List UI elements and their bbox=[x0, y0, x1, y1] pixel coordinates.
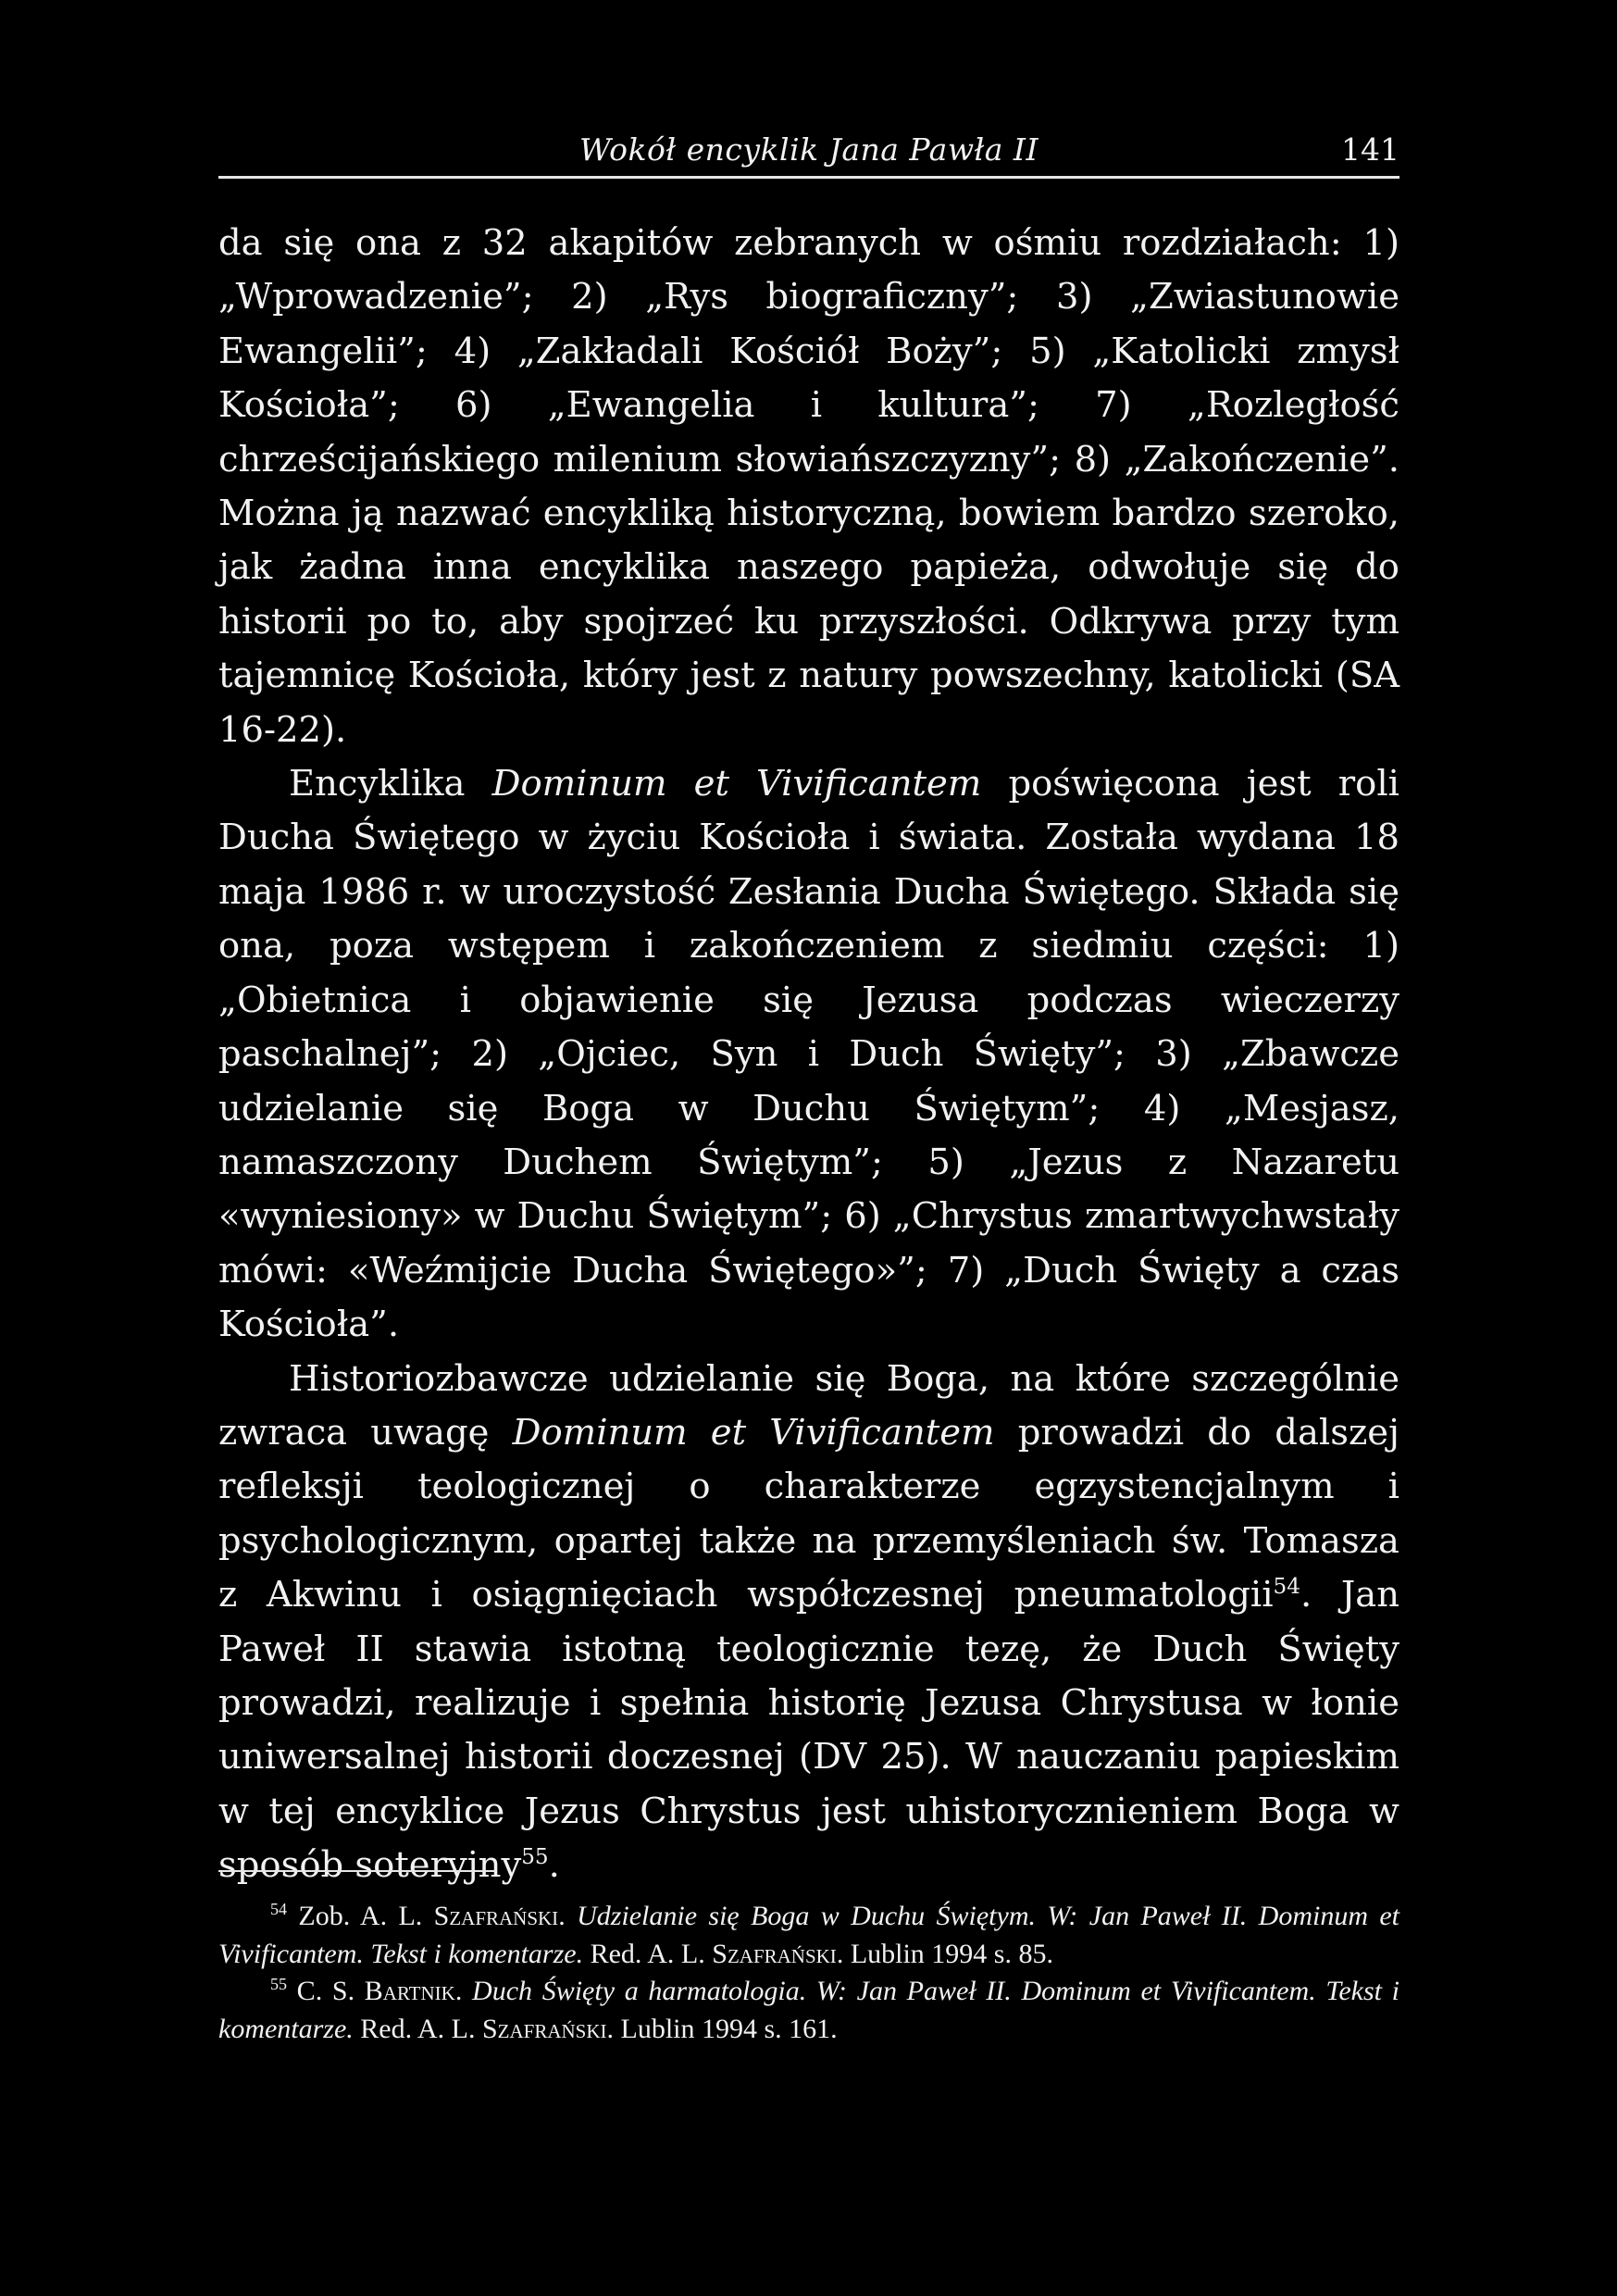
footnote-text: Zob. A. L. bbox=[287, 1901, 434, 1931]
footnote-editor: Szafrański bbox=[712, 1938, 837, 1969]
footnote-text: . Lublin 1994 s. 85. bbox=[836, 1938, 1053, 1969]
paragraph-2-text-a: Encyklika bbox=[289, 763, 492, 805]
footnote-number: 55 bbox=[270, 1975, 287, 1993]
encyclical-title: Dominum et Vivificantem bbox=[491, 763, 982, 805]
footnote-divider bbox=[218, 1870, 496, 1872]
footnote-number: 54 bbox=[270, 1900, 287, 1918]
footnote-author: Bartnik bbox=[364, 1976, 455, 2006]
page-header bbox=[218, 128, 1399, 179]
main-text bbox=[218, 217, 1399, 1893]
paragraph-2 bbox=[218, 757, 1399, 1352]
paragraph-3 bbox=[218, 1353, 1399, 1893]
paragraph-2-text-b: poświęcona jest roli Ducha Świętego w życiu Kościoła i świata. Została wydana 18 maja 1986 r. w uroczystość Zesłania Ducha Świętego. Składa się ona, poza wstępem i zakończeniem z siedmiu części: 1) „Obietnica i objawienie się Jezusa podczas wieczerzy paschalnej”; 2) „Ojciec, Syn i Duch Święty”; 3) „Zbawcze udzielanie się Boga w Duchu Świętym”; 4) „Mesjasz, namaszczony Duchem Świętym”; 5) „Jezus z Nazaretu «wyniesiony» w Duchu Świętym”; 6) „Chrystus zmartwychwstały mówi: «Weźmijcie Ducha Świętego»”; 7) „Duch Święty a czas Kościoła”. bbox=[218, 763, 1399, 1346]
footnote-title: Duch Święty a harmatologia. W: Jan Paweł II. Dominum et Vivificantem. Tekst i komentarze. bbox=[218, 1976, 1399, 2044]
footnote-54 bbox=[218, 1898, 1399, 1973]
footnote-ref-54[interactable]: 54 bbox=[1273, 1575, 1300, 1600]
footnote-55 bbox=[218, 1973, 1399, 2048]
running-title: Wokół encyklik Jana Pawła II bbox=[579, 131, 1039, 168]
footnote-text: . bbox=[454, 1976, 473, 2006]
footnote-editor: Szafrański bbox=[481, 2013, 607, 2044]
footnotes bbox=[218, 1898, 1399, 2048]
page-number: 141 bbox=[1341, 131, 1399, 168]
footnote-text: Red. A. L. bbox=[583, 1938, 713, 1969]
footnote-ref-55[interactable]: 55 bbox=[521, 1845, 549, 1870]
footnote-text: C. S. bbox=[287, 1976, 365, 2006]
footnote-text: . bbox=[558, 1901, 578, 1931]
footnote-text: . Lublin 1994 s. 161. bbox=[606, 2013, 838, 2044]
paragraph-3-text-a: Historiozbawcze udzielanie się Boga, na które szczególnie zwraca uwagę bbox=[218, 1357, 1399, 1454]
footnote-title: Udzielanie się Boga w Duchu Świętym. W: Jan Paweł II. Dominum et Vivificantem. Tekst i komentarze. bbox=[218, 1901, 1399, 1969]
paragraph-3-text-c: . Jan Paweł II stawia istotną teologicznie tezę, że Duch Święty prowadzi, realizuje i spełnia historię Jezusa Chrystusa w łonie uniwersalnej historii doczesnej (DV 25). W nauczaniu papieskim w tej encyklice Jezus Chrystus jest uhistorycznieniem Boga w sposób soteryjny bbox=[218, 1574, 1399, 1887]
paragraph-3-text-d: . bbox=[548, 1844, 560, 1887]
paragraph-1: da się ona z 32 akapitów zebranych w ośmiu rozdziałach: 1) „Wprowadzenie”; 2) „Rys biograficzny”; 3) „Zwiastunowie Ewangelii”; 4) „Zakładali Kościół Boży”; 5) „Katolicki zmysł Kościoła”; 6) „Ewangelia i kultura”; 7) „Rozległość chrześcijańskiego milenium słowiańszczyzny”; 8) „Zakończenie”. Można ją nazwać encykliką historyczną, bowiem bardzo szeroko, jak żadna inna encyklika naszego papieża, odwołuje się do historii po to, aby spojrzeć ku przyszłości. Odkrywa przy tym tajemnicę Kościoła, który jest z natury powszechny, katolicki (SA 16-22). bbox=[218, 222, 1399, 751]
footnote-text: Red. A. L. bbox=[353, 2013, 482, 2044]
footnote-author: Szafrański bbox=[433, 1901, 559, 1931]
encyclical-title: Dominum et Vivificantem bbox=[512, 1411, 995, 1454]
paragraph-3-text-b: prowadzi do dalszej refleksji teologicznej o charakterze egzystencjalnym i psychologicznym, opartej także na przemyśleniach św. Tomasza z Akwinu i osiągnięciach współczesnej pneumatologii bbox=[218, 1411, 1399, 1616]
